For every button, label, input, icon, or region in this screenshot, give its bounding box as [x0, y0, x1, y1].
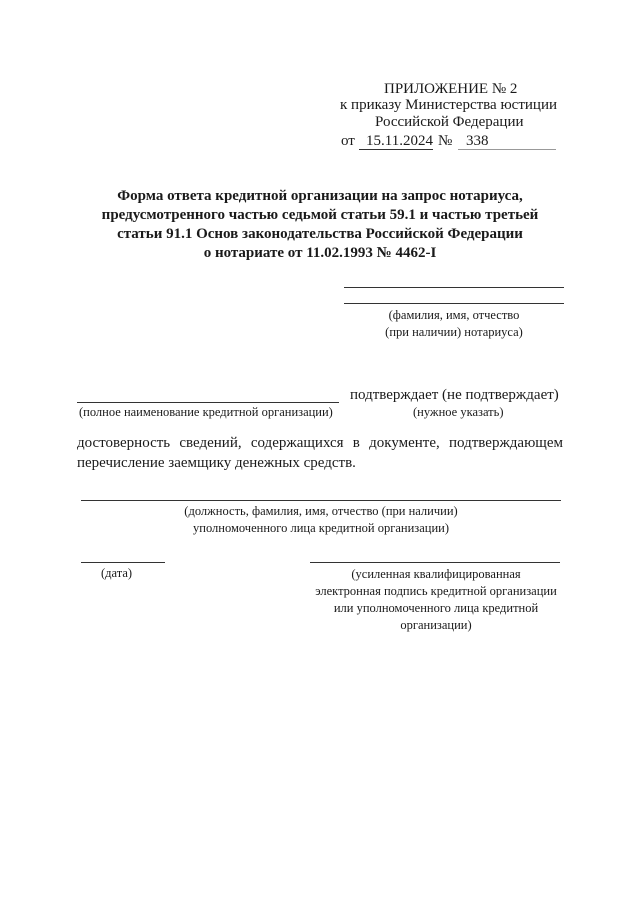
from-label: от: [341, 133, 355, 149]
notary-line-1: [344, 287, 564, 288]
title-line-1: Форма ответа кредитной организации на запрос нотариуса,: [117, 188, 523, 204]
signature-caption-2: электронная подпись кредитной организации: [315, 584, 557, 598]
signature-caption-3: или уполномоченного лица кредитной: [333, 601, 539, 615]
signature-caption-4: организации): [400, 618, 472, 632]
organization-caption: (полное наименование кредитной организации): [79, 405, 333, 419]
date-line: [81, 562, 165, 563]
official-caption-1: (должность, фамилия, имя, отчество (при наличии): [184, 504, 458, 518]
order-date: 15.11.2024: [366, 133, 433, 149]
appendix-order-line: к приказу Министерства юстиции: [340, 97, 557, 113]
confirm-verb: подтверждает (не подтверждает): [350, 387, 559, 403]
official-line: [81, 500, 561, 501]
organization-name-line: [77, 402, 339, 403]
date-caption: (дата): [101, 566, 133, 580]
form-title: [40, 187, 600, 263]
title-line-2: предусмотренного частью седьмой статьи 59.1 и частью третьей: [101, 207, 539, 223]
title-line-4: о нотариате от 11.02.1993 № 4462-I: [203, 245, 437, 261]
number-label: №: [438, 133, 453, 149]
statement-line-1: достоверность сведений, содержащихся в документе, подтверждающем: [77, 435, 563, 451]
notary-caption-1: (фамилия, имя, отчество: [388, 308, 520, 322]
choose-caption: (нужное указать): [413, 405, 504, 419]
title-line-3: статьи 91.1 Основ законодательства Российской Федерации: [117, 226, 523, 242]
official-caption: [81, 503, 561, 537]
signature-line: [310, 562, 560, 563]
statement-line-2: перечисление заемщику денежных средств.: [77, 455, 356, 471]
number-underline: [458, 149, 556, 150]
signature-caption: [296, 566, 576, 634]
appendix-heading: ПРИЛОЖЕНИЕ № 2: [384, 81, 518, 97]
order-number: 338: [466, 133, 489, 149]
appendix-ministry-line: Российской Федерации: [375, 114, 524, 130]
official-caption-2: уполномоченного лица кредитной организации): [193, 521, 449, 535]
date-underline: [359, 149, 433, 150]
notary-caption-2: (при наличии) нотариуса): [385, 325, 523, 339]
notary-line-2: [344, 303, 564, 304]
signature-caption-1: (усиленная квалифицированная: [351, 567, 521, 581]
notary-caption: [344, 307, 564, 341]
